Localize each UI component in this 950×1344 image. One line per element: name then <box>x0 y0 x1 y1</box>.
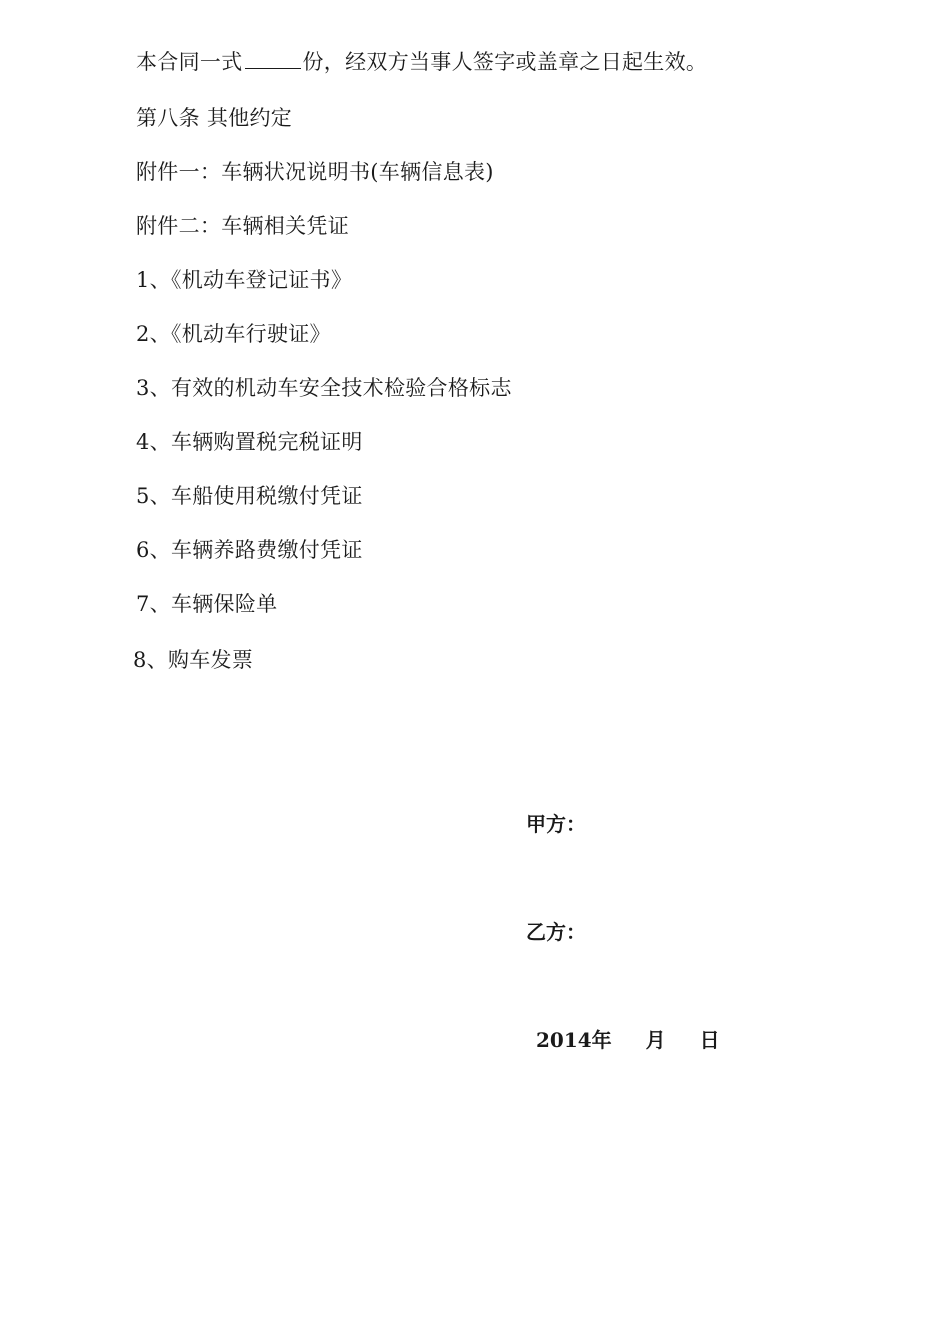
copies-prefix: 本合同一式 <box>136 50 243 74</box>
attachment-2: 附件二：车辆相关凭证 <box>136 214 349 238</box>
list-item: 5、车船使用税缴付凭证 <box>136 484 363 508</box>
date-day: 日 <box>699 1028 720 1052</box>
copies-clause <box>136 48 707 76</box>
copies-suffix: 份，经双方当事人签字或盖章之日起生效。 <box>302 50 708 74</box>
party-a-label: 甲方： <box>526 812 586 836</box>
signature-date <box>536 1026 720 1054</box>
attachment-1: 附件一：车辆状况说明书(车辆信息表) <box>136 160 494 184</box>
list-item: 4、车辆购置税完税证明 <box>136 430 363 454</box>
copies-blank <box>245 48 301 69</box>
article-8-heading: 第八条 其他约定 <box>136 106 293 130</box>
list-item: 1、《机动车登记证书》 <box>136 268 353 292</box>
list-item: 3、有效的机动车安全技术检验合格标志 <box>136 376 512 400</box>
list-item: 2、《机动车行驶证》 <box>136 322 331 346</box>
party-b-label: 乙方： <box>526 920 586 944</box>
list-item: 7、车辆保险单 <box>136 592 278 616</box>
list-item: 8、购车发票 <box>133 648 254 672</box>
date-month: 月 <box>645 1028 666 1052</box>
date-year: 2014年 <box>536 1028 612 1052</box>
list-item: 6、车辆养路费缴付凭证 <box>136 538 363 562</box>
